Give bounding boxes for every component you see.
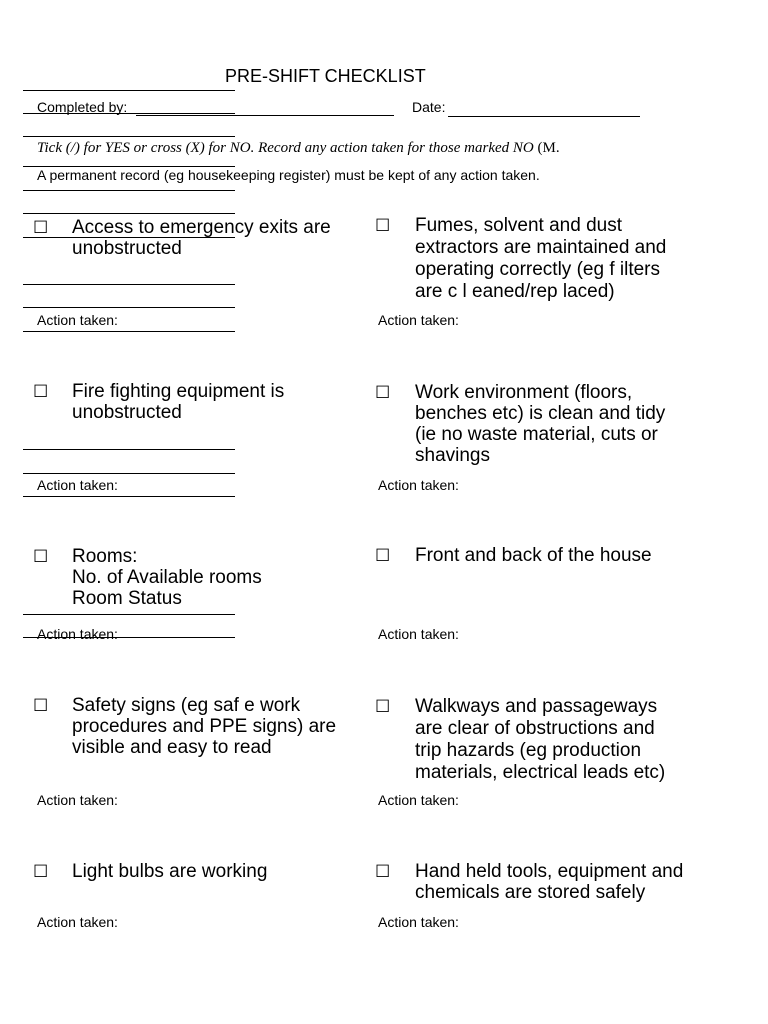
item-walkways [415, 696, 665, 784]
date-field[interactable] [448, 116, 640, 117]
item-line: procedures and PPE signs) are [72, 716, 337, 737]
instruction-suffix: (M. [537, 140, 560, 156]
action-taken-label: Action taken: [378, 792, 459, 808]
item-emergency-exits [72, 217, 331, 259]
item-hand-tools [415, 861, 683, 903]
action-taken-label: Action taken: [378, 914, 459, 930]
rule [23, 113, 235, 114]
item-line: operating correctly (eg f ilters [415, 259, 660, 280]
completed-by-label: Completed by: [37, 99, 128, 115]
action-taken-label: Action taken: [37, 477, 118, 493]
item-line: chemicals are stored safely [415, 882, 646, 903]
item-line: unobstructed [72, 402, 182, 423]
item-line: Fumes, solvent and dust [415, 215, 622, 236]
checkbox-emergency-exits[interactable]: ☐ [33, 218, 49, 237]
rule [23, 473, 235, 474]
item-line: extractors are maintained and [415, 237, 667, 258]
item-fumes-extractors [415, 215, 666, 303]
rule [23, 136, 235, 137]
item-line: Hand held tools, equipment and [415, 861, 684, 882]
item-line: Light bulbs are working [72, 861, 268, 882]
item-line: Room Status [72, 588, 182, 609]
checkbox-work-environment[interactable]: ☐ [375, 383, 391, 402]
checkbox-safety-signs[interactable]: ☐ [33, 696, 49, 715]
item-line: trip hazards (eg production [415, 740, 642, 761]
action-taken-label: Action taken: [37, 914, 118, 930]
item-line: materials, electrical leads etc) [415, 762, 666, 783]
instruction-text [37, 140, 560, 157]
item-line: Work environment (floors, [415, 382, 633, 403]
rule [23, 166, 235, 167]
item-line: Fire fighting equipment is [72, 381, 285, 402]
action-taken-label: Action taken: [37, 626, 118, 642]
item-safety-signs [72, 695, 336, 758]
item-work-environment [415, 382, 665, 466]
checkbox-front-back-house[interactable]: ☐ [375, 546, 391, 565]
page-title: PRE-SHIFT CHECKLIST [225, 66, 426, 86]
item-line: benches etc) is clean and tidy [415, 403, 666, 424]
rule [23, 496, 235, 497]
action-taken-label: Action taken: [37, 312, 118, 328]
action-taken-label: Action taken: [378, 626, 459, 642]
date-label: Date: [412, 99, 446, 115]
item-line: Access to emergency exits are [72, 217, 331, 238]
item-fire-fighting [72, 381, 284, 423]
item-line: (ie no waste material, cuts or [415, 424, 658, 445]
item-rooms [72, 546, 262, 609]
rule [23, 331, 235, 332]
item-line: unobstructed [72, 238, 182, 259]
rule [23, 449, 235, 450]
item-line: Walkways and passageways [415, 696, 658, 717]
item-light-bulbs [72, 861, 267, 882]
item-line: are c l eaned/rep laced) [415, 281, 615, 302]
item-line: Front and back of the house [415, 545, 652, 566]
action-taken-label: Action taken: [37, 792, 118, 808]
item-line: visible and easy to read [72, 737, 272, 758]
completed-by-field[interactable] [136, 115, 394, 116]
action-taken-label: Action taken: [378, 312, 459, 328]
rule [23, 90, 235, 91]
action-taken-label: Action taken: [378, 477, 459, 493]
checkbox-fumes-extractors[interactable]: ☐ [375, 216, 391, 235]
checkbox-hand-tools[interactable]: ☐ [375, 862, 391, 881]
item-line: No. of Available rooms [72, 567, 262, 588]
checkbox-walkways[interactable]: ☐ [375, 697, 391, 716]
rule [23, 213, 235, 214]
item-line: shavings [415, 445, 490, 466]
checkbox-rooms[interactable]: ☐ [33, 547, 49, 566]
item-line: are clear of obstructions and [415, 718, 655, 739]
instruction-line2: A permanent record (eg housekeeping register) must be kept of any action taken. [37, 167, 540, 183]
rule [23, 614, 235, 615]
rule [23, 307, 235, 308]
rule [23, 284, 235, 285]
item-line: Safety signs (eg saf e work [72, 695, 301, 716]
item-front-back-house [415, 545, 652, 566]
checkbox-fire-fighting[interactable]: ☐ [33, 382, 49, 401]
rule [23, 190, 235, 191]
instruction-italic: Tick (/) for YES or cross (X) for NO. Record any action taken for those marked NO [37, 140, 534, 156]
item-line: Rooms: [72, 546, 138, 567]
checkbox-light-bulbs[interactable]: ☐ [33, 862, 49, 881]
